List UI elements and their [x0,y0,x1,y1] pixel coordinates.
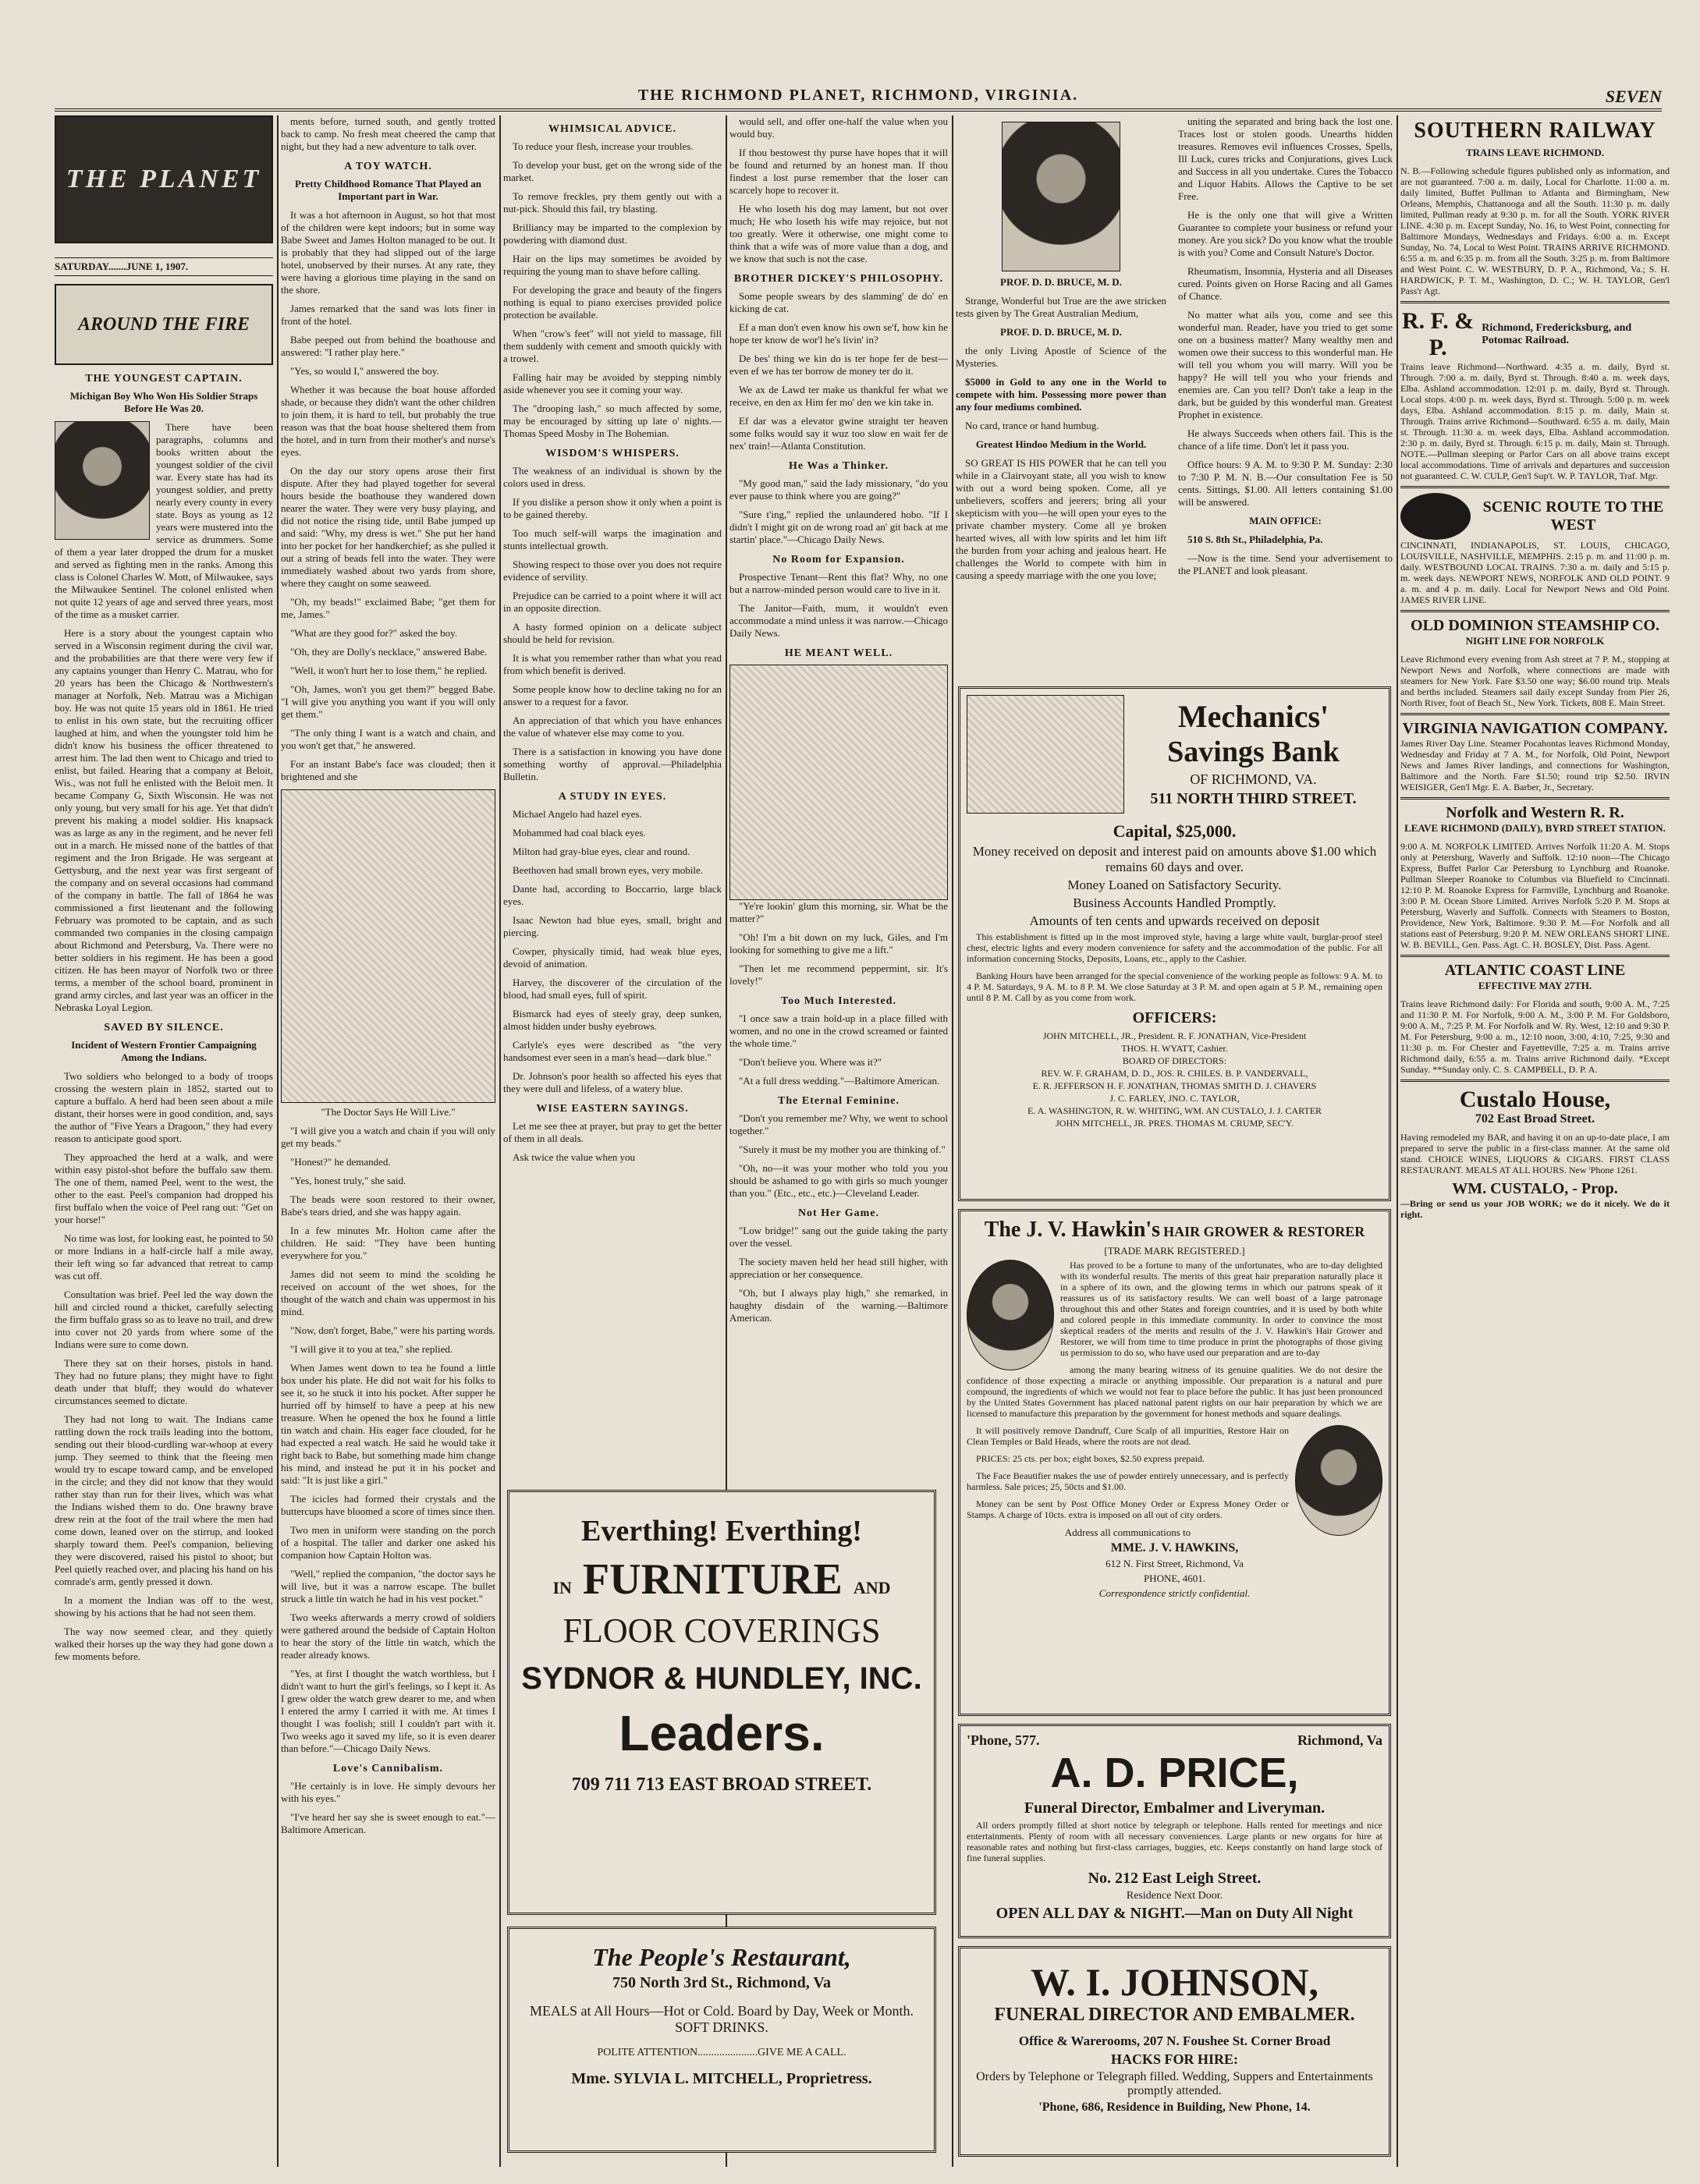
paragraph: In a few minutes Mr. Holton came after the children. He said: "They have been hunting everywhere for you." [281,1225,495,1261]
johnson-ad [958,1946,1391,2157]
c-and-o-logo [1400,493,1471,540]
rfp-schedule: Trains leave Richmond—Northward. 4:35 a. m. daily, Byrd st. Through. 7:00 a. m. daily, Byrd st. Through. 8:40 a. m. week days, Elba. Ashland accommodation. 12:01 p. m. daily, Byrd st. Through. Local stops. 4:00 p. m. week days, Byrd st. Through. 5:00 p. m. week days, Elba. Ashland accommodation. 8:15 p. m. daily, Main st. Through. Trains arrive Richmond—Southward. 6:55 a. m. daily, Main st. Through. 11:30 a. m. week days, Elba. Ashland accommodation. 2:30 p. m. daily, Byrd st. Through. 6:15 p. m. daily, Main st. Through. NOTE.—Pullman sleeping or Parlor Cars on all above trains except local accommodations. Time of arrivals and departures and succession not guaranteed. C. W. CULP, Gen'l Sup't. W. P. TAYLOR, Traf. Mgr. [1400,361,1670,481]
hawkins-portrait-1 [967,1260,1054,1370]
bank-building-image [967,695,1124,814]
column-rule [277,115,279,2167]
column-3 [503,115,722,1484]
masthead [55,82,1662,112]
paragraph: 510 S. 8th St., Philadelphia, Pa. [1187,534,1323,545]
paragraph: In a moment the Indian was off to the west, showing by his actions that he had not seen them. [55,1594,273,1618]
paragraph: "I've heard her say she is sweet enough to eat."—Baltimore American. [281,1811,495,1835]
paragraph: Dante had, according to Boccarrio, large black eyes. [503,883,722,907]
paragraph: Office hours: 9 A. M. to 9:30 P. M. Sunday: 2:30 to 7:30 P. M. N. B.—Our consultation Fee is 50 cents. Sittings, $1.00. All letters containing $1.00 will be answered. [1178,459,1393,508]
paragraph: The beads were soon restored to their owner, Babe's tears dried, and she was happy again. [281,1193,495,1218]
paragraph: "Low bridge!" sang out the guide taking the party over the vessel. [729,1225,948,1249]
headline: The Eternal Feminine. [778,1095,900,1107]
paragraph: "Well," replied the companion, "the doctor says he will live, but it was a narrow escape. The bullet struck a little tin watch he had in his vest pocket." [281,1568,495,1604]
paragraph: Rheumatism, Insomnia, Hysteria and all Diseases cured. Points given on Horse Racing and all Games of Chance. [1178,265,1393,302]
paragraph: For an instant Babe's face was clouded; then it brightened and she [281,758,495,782]
paragraph: There they sat on their horses, pistols in hand. They had no future plans; they might have to fight death under that bluff; they would do whatever circumstances seemed to dictate. [55,1357,273,1406]
main-office-label: MAIN OFFICE: [1249,515,1322,526]
subheadline: Incident of Western Frontier Campaigning Among the Indians. [71,1039,257,1063]
paragraph: "I will give you a watch and chain if you will only get my beads." [281,1125,495,1149]
paragraph: Showing respect to those over you does not require evidence of servility. [503,558,722,583]
bruce-ad [956,115,1393,677]
paragraph: Money can be sent by Post Office Money Order or Express Money Order or Stamps. A charge of 10cts. extra is imposed on all out of city orders. [967,1498,1289,1520]
paragraph: "I will give it to you at tea," she replied. [290,1343,453,1355]
officer-line: THOS. H. WYATT, Cashier. [1121,1043,1228,1054]
bruce-caption: PROF. D. D. BRUCE, M. D. [1000,276,1122,288]
masthead-title: THE RICHMOND PLANET, RICHMOND, VIRGINIA. [637,87,1079,104]
paragraph: Two weeks afterwards a merry crowd of soldiers were gathered around the bedside of Captain Holton to hear the story of the little tin watch, which the reader already knows. [281,1611,495,1661]
paragraph: among the many bearing witness of its genuine qualities. We do not desire the confidence of those expecting a miracle or anything impossible. Our preparation is a natural and pure compound, the ingredients of which we would not fear to place before the public. It has just been pronounced by the United States Government has placed national patent rights on our hair preparation by which we are licensed to manufacture this preparation by the government for honest methods and square dealings. [967,1364,1382,1419]
paragraph: The society maven held her head still higher, with appreciation or her consequence. [729,1256,948,1280]
paragraph: Has proved to be a fortune to many of the unfortunates, who are to-day delighted with its wonderful results. The merits of this great hair preparation naturally place it in a sphere of its own, and the glowing terms in which our patrons speak of it reassures us of its satisfactory results. We can well boast of a large patronage throughout this and other States and foreign countries, and it is used by both white and colored people in this immediate community. In order to convince the most skeptical readers of the merits and results of the J. V. Hawkin's Hair Grower and Restorer, we will from time to time produce in print the photographs of those giving us permission to do so, who have used our preparation and are to-day [1060,1260,1382,1358]
hawkins-address: 612 N. First Street, Richmond, Va [1106,1558,1244,1569]
paragraph: "He certainly is in love. He simply devours her with his eyes." [281,1780,495,1804]
rfp-subtitle: Richmond, Fredericksburg, and Potomac Railroad. [1482,322,1632,346]
furniture-everything: Everthing! Everthing! [581,1515,862,1548]
price-city: Richmond, Va [1297,1732,1382,1748]
paragraph: He always Succeeds when others fail. This is the chance of a life time. Don't let it pass you. [1178,427,1393,452]
paragraph: Two soldiers who belonged to a body of troops crossing the western plain in 1852, started out to capture a buffalo. A herd had been seen about a mile distant, their horses were in good condition, and, says the author of "Five Years a Dragoon," they had every reason to anticipate good sport. [55,1070,273,1144]
headline: Love's Cannibalism. [332,1763,444,1774]
paragraph: Strange, Wonderful but True are the awe stricken tests given by The Great Australian Medium, [956,295,1166,319]
price-open: OPEN ALL DAY & NIGHT.—Man on Duty All Night [996,1905,1354,1922]
paragraph: Some people know how to decline taking no for an answer to a request for a favor. [503,683,722,707]
paragraph: For developing the grace and beauty of the fingers nothing is equal to piano exercises provided police protection be available. [503,284,722,321]
paragraph: James remarked that the sand was lots finer in front of the hotel. [281,303,495,327]
subheadline: Michigan Boy Who Won His Soldier Straps Before He Was 20. [69,390,258,414]
paragraph: The Face Beautifier makes the use of powder entirely unnecessary, and is perfectly harmless. Sale prices; 25, 50cts and $1.00. [967,1470,1289,1492]
restaurant-address: 750 North 3rd St., Richmond, Va [612,1974,832,1991]
hawkins-phone: PHONE, 4601. [1143,1572,1206,1584]
paragraph: "Honest?" he demanded. [290,1156,391,1168]
paragraph: Beethoven had small brown eyes, very mobile. [513,864,704,876]
bank-line: Money Loaned on Satisfactory Security. [1067,878,1282,892]
paragraph: No time was lost, for looking east, he pointed to 50 or more Indians in a half-circle half a mile away, their left wing so far advanced that retreat to camp was cut off. [55,1232,273,1282]
around-the-fire-banner: AROUND THE FIRE [55,284,273,365]
johnson-orders: Orders by Telephone or Telegraph filled. Wedding, Suppers and Entertainments promptly attended. [976,2070,1373,2097]
paragraph: Ask twice the value when you [513,1151,636,1163]
paragraph: We ax de Lawd ter make us thankful fer what we receive, en den ax Him fer mo' den we kin take in. [729,384,948,408]
headline: A TOY WATCH. [344,161,432,172]
paragraph: The way now seemed clear, and they quietly walked their horses up the way they had gone down a few moments before. [55,1626,273,1662]
furniture-and: AND [853,1578,891,1597]
paragraph: "Well, it won't hurt her to lose them," he replied. [290,665,488,676]
bank-ad [958,686,1391,1201]
johnson-hacks: HACKS FOR HIRE: [1110,2051,1238,2067]
c-and-o-title: SCENIC ROUTE TO THE WEST [1482,498,1664,534]
hawkins-confidential: Correspondence strictly confidential. [1098,1587,1251,1599]
paragraph: De bes' thing we kin do is ter hope fer de best—even ef we has ter borrow de money ter do it. [729,353,948,377]
southern-railway-title: SOUTHERN RAILWAY [1414,119,1656,143]
he-meant-well-illustration [729,665,948,900]
furniture-ad [507,1490,936,1915]
bank-of: OF RICHMOND, VA. [1190,771,1317,787]
paragraph: He is the only one that will give a Written Guarantee to complete your business or refund your money. Are you sick? Do you know what the trouble is with you? Come and Consult Nature's Doctor. [1178,209,1393,258]
paragraph: If thou bestowest thy purse have hopes that it will be found and returned by an honest man. If thou findest a lost purse remember that the loser can scarcely hope to recover it. [729,147,948,196]
paragraph: "Yes, at first I thought the watch worthless, but I didn't want to hurt the girl's feelings, so I kept it. As I grew older the watch grew dearer to me, and when I entered the army I carried it with me. At times I thought I was foolish; still I couldn't part with it. Two weeks ago it saved my life, so it is even dearer than before."—Chicago Daily News. [281,1668,495,1754]
paragraph: When "crow's feet" will not yield to massage, fill them suddenly with cement and smooth quickly with a trowel. [503,328,722,364]
paragraph: It will positively remove Dandruff, Cure Scalp of all impurities, Restore Hair on Clean Temples or Bald Heads, where the roots are not dead. [967,1425,1289,1447]
furniture-word: FURNITURE [582,1555,843,1604]
price-residence: Residence Next Door. [1126,1890,1223,1902]
paragraph: The "drooping lash," so much affected by some, may be encouraged by sitting up late o' nights.—Thomas Speed Mosby in The Bohemian. [503,402,722,439]
paragraph: Dr. Johnson's poor health so affected his eyes that they were dull and lifeless, of a watery blue. [503,1070,722,1094]
headline: Too Much Interested. [781,995,896,1007]
johnson-phone: 'Phone, 686, Residence in Building, New Phone, 14. [1038,2101,1311,2114]
restaurant-name: The People's Restaurant, [592,1943,851,1971]
paragraph: The icicles had formed their crystals and the buttercups have bloomed a score of times since then. [281,1493,495,1517]
paragraph: Mohammed had coal black eyes. [513,827,646,838]
hawkins-address-intro: Address all communications to [1064,1526,1191,1538]
headline: WISE EASTERN SAYINGS. [536,1103,689,1115]
paragraph: $5000 in Gold to any one in the World to compete with him. Possessing more power than any four mediums combined. [956,376,1166,413]
column-4 [729,115,948,1484]
paragraph: "Yes, honest truly," she said. [290,1175,406,1186]
officer-line: E. R. JEFFERSON H. F. JONATHAN, THOMAS SMITH D. J. CHAVERS [1032,1080,1317,1091]
paragraph: No card, trance or hand humbug. [965,420,1099,431]
bank-address: 511 NORTH THIRD STREET. [1150,790,1357,807]
paragraph: James did not seem to mind the scolding he received on account of the wet shoes, for the thought of the watch and chain was uppermost in his mind. [281,1268,495,1317]
bank-title-2: Savings Bank [1167,736,1340,768]
officer-line: BOARD OF DIRECTORS: [1122,1055,1227,1066]
paragraph: No matter what ails you, come and see this wonderful man. Reader, have you tried to get some one on a business matter? Many wealthy men and women owe their success to this wonderful man. He will tell you whom you will marry. Will you be happy? He will tell you who your friends and enemies are. Can you tell? Don't take a leap in the dark, but be guided by this wonderful man. Greatest Prophet in existence. [1178,309,1393,420]
paragraph: The Janitor—Faith, mum, it wouldn't even accommodate a mind unless it was narrow.—Chicago Daily News. [729,602,948,639]
paragraph: It was a hot afternoon in August, so hot that most of the children were kept indoors; but in some way Babe Sweet and James Holton managed to be out. It is probably that they had slipped out of the large hotel, unobserved by their nurses. At any rate, they were having a glorious time playing in the sand on the shore. [281,209,495,296]
headline: Not Her Game. [797,1207,880,1219]
paragraph: This establishment is fitted up in the most improved style, having a large white vault, burglar-proof steel chest, electric lights and every modern convenience for safety and the accommodation of the public. For all information concerning Stocks, Deposits, Loans, etc., apply to the Cashier. [967,931,1382,964]
officer-line: E. A. WASHINGTON, R. W. WHITING, WM. AN CUSTALO, J. J. CARTER [1027,1105,1322,1116]
officer-line: JOHN MITCHELL, JR., President. R. F. JONATHAN, Vice-President [1042,1030,1307,1041]
portrait-image [55,421,150,540]
bank-line: Business Accounts Handled Promptly. [1073,895,1276,910]
norfolk-western-subtitle: LEAVE RICHMOND (DAILY), BYRD STREET STATION. [1404,822,1666,834]
rfp-title: R. F. & P. [1402,308,1475,360]
paragraph: It is what you remember rather than what you read from which benefit is derived. [503,652,722,676]
paragraph: Banking Hours have been arranged for the special convenience of the working people as follows: 9 A. M. to 4 P. M. Saturdays, 9 A. M. to 8 P. M. We close Saturday at 3 P. M. and open again at 5 P. M., remaining open until 8 P. M. Call by as you come from work. [967,970,1382,1003]
atlantic-coast-title: ATLANTIC COAST LINE [1444,962,1626,979]
hawkins-name: MME. J. V. HAWKINS, [1110,1541,1239,1555]
column-rule [952,115,953,2167]
paragraph: Consultation was brief. Peel led the way down the hill and circled round a thicket, carefully selecting the firm buffalo grass so as to leave no trail, and drew into cover not 20 yards from where some of the Indians were sure to come down. [55,1289,273,1350]
paragraph: "Oh, but I always play high," she remarked, in haughty disdain of the warning.—Baltimore American. [729,1287,948,1324]
paragraph: Hair on the lips may sometimes be avoided by requiring the young man to shave before calling. [503,253,722,277]
hawkins-subtitle: HAIR GROWER & RESTORER [1163,1224,1365,1239]
paragraph: "Ye're lookin' glum this morning, sir. What be the matter?" [729,900,948,924]
officer-line: JOHN MITCHELL, JR. PRES. THOMAS M. CRUMP, SEC'Y. [1056,1118,1294,1129]
paragraph: "At a full dress wedding."—Baltimore American. [739,1075,940,1087]
atlantic-coast-schedule: Trains leave Richmond daily: For Florida and south, 9:00 A. M., 7:25 and 11:30 P. M. For Norfolk, 9:00 A. M., 3:00 P. M. For Goldsboro, 9:00 A. M., 7:25 P. M. For Norfolk and W. Ry. West, 12:10 and 9:30 P. M. For Petersburg, 9:00 a. m., 12:10 noon, 3:00, 4:10, 7:25, 9:30 and 11:30 p. m. For Chester and Fayetteville, 7:25 a. m. Trains arrive Richmond daily, 6:55 a. m. Trains arrive Richmond daily. *Except Sunday. **Sunday only. C. S. CAMPBELL, D. P. A. [1400,998,1670,1075]
paragraph: To reduce your flesh, increase your troubles. [513,140,694,152]
paragraph: Some people swears by des slamming' de do' en kicking de cat. [729,290,948,314]
c-and-o-schedule: CINCINNATI, INDIANAPOLIS, ST. LOUIS, CHICAGO, LOUISVILLE, NASHVILLE, MEMPHIS. 2:15 p. m. and 11:00 p. m. daily. WESTBOUND LOCAL TRAINS. 7:30 a. m. daily and 5:15 p. m. week days. NEWPORT NEWS, NORFOLK AND OLD POINT. 9 a. m. and 4 p. m. daily. Local for Newport News and Old Point. JAMES RIVER LINE. [1400,540,1670,605]
floor-coverings: FLOOR COVERINGS [563,1611,881,1650]
old-dominion-subtitle: NIGHT LINE FOR NORFOLK [1465,635,1605,647]
hawkins-portrait-2 [1295,1425,1382,1536]
paragraph: Babe peeped out from behind the boathouse and answered: "I rather play here." [281,334,495,358]
officer-line: J. C. FARLEY, JNO. C. TAYLOR, [1109,1093,1240,1104]
paragraph: ments before, turned south, and gently trotted back to camp. No fresh meat cheered the camp that night, but they had a new adventure to talk over. [281,115,495,152]
paragraph: "What are they good for?" asked the boy. [290,627,458,639]
column-7-railways [1400,115,1670,2167]
paragraph: "Yes, so would I," answered the boy. [290,365,439,377]
paragraph: "Then let me recommend peppermint, sir. It's lovely!" [729,963,948,987]
bruce-hindoo: Greatest Hindoo Medium in the World. [975,438,1147,450]
hawkins-title: The J. V. Hawkin's [984,1218,1161,1242]
headline: SAVED BY SILENCE. [104,1022,224,1034]
headline: A STUDY IN EYES. [558,791,667,803]
paragraph: —Now is the time. Send your advertisement to the PLANET and look pleasant. [1178,552,1393,576]
two-soldiers-illustration [281,789,495,1103]
paragraph: Brilliancy may be imparted to the complexion by powdering with diamond dust. [503,222,722,246]
paragraph: Prejudice can be carried to a point where it will act in an opposite direction. [503,590,722,614]
headline: BROTHER DICKEY'S PHILOSOPHY. [733,273,944,285]
paragraph: Whether it was because the boat house afforded shade, or because they didn't want the other children to join them, it is hard to tell, but probably the true reason was that the boat house sheltered them from the hotel, and in turn from their mother's and nurse's eyes. [281,384,495,458]
column-2 [281,115,495,2167]
paragraph: "Sure t'ing," replied the unlaundered hobo. "If I didn't I might git on de wrong road an' git back at me startin' place."—Chicago Daily News. [729,509,948,545]
paragraph: Bismarck had eyes of steely gray, deep sunken, almost hidden under bushy eyebrows. [503,1008,722,1032]
paragraph: Here is a story about the youngest captain who served in a Wisconsin regiment during the civil war, and the probabilities are that there were very few if any captains younger than Henry C. Matrau, who for 20 years has been the Chicago & Northwestern's manager at Norfolk, Neb. Matrau was a Michigan boy. He was not quite 15 years old in 1861. He tried to enlist in his own state, but the recruiting officer laughed at him, and when the youngster told him he didn't know his business the officer threatened to arrest him. The lad then went to Chicago and tried to enlist, but failed. Hearing that a company at Beloit, Wis., was not full he enlisted with the Beloit men. It became Company G, Sixth Wisconsin. He was not only young, but very small for his age. Yet that didn't prevent his making a model soldier. His knapsack was as large as any in the regiment, and he never fell out in a march. He missed none of the battles of that regiment and the Iron Brigade. He was sergeant at Gettysburg, and the next year was first sergeant of the company and on several occasions had command of the company in battle. The fall of 1864 he was commissioned a first lieutenant and the following February was promoted to be captain, and as such commanded two companies in the closing campaign about Richmond and Petersburg, Va. There were no better soldiers in his regiment. He has been a good citizen. He has been mayor of Norfolk two or three terms, a member of the school board, prominent in grand army circles, and last year was an officer in the Nebraska Loyal Legion. [55,627,273,1013]
headline: THE YOUNGEST CAPTAIN. [85,373,243,385]
old-dominion-title: OLD DOMINION STEAMSHIP CO. [1411,617,1659,634]
custalo-address: 702 East Broad Street. [1475,1112,1595,1126]
hawkins-ad [958,1209,1391,1716]
page-number: SEVEN [1605,87,1662,106]
paragraph: To remove freckles, pry them gently out with a nut-pick. Should this fail, try blasting. [503,190,722,214]
paragraph: All orders promptly filled at short notice by telegraph or telephone. Halls rented for meetings and nice entertainments. Plenty of room with all necessary conveniences. Large plants or new organs for hire at reasonable rates and nothing but first-class carriages, buggies, etc. Keeps constantly on hand large stock of fine funeral supplies. [967,1820,1382,1863]
bruce-name: PROF. D. D. BRUCE, M. D. [1000,326,1122,338]
price-phone: 'Phone, 577. [967,1732,1040,1748]
johnson-office: Office & Warerooms, 207 N. Foushee St. Corner Broad [1018,2033,1331,2048]
restaurant-proprietress: Mme. SYLVIA L. MITCHELL, Proprietress. [571,2070,872,2087]
paragraph: The weakness of an individual is shown by the colors used in dress. [503,465,722,489]
custalo-title: Custalo House, [1459,1087,1611,1112]
old-dominion-schedule: Leave Richmond every evening from Ash street at 7 P. M., stopping at Newport News and Norfolk, where connections are made with steamers for New York. Fare $3.50 one way; $6.00 round trip. Meals and berths included. Steamers sail daily except Sunday from Pier 26, North River, foot of Beach St., New York. Tickets, 808 E. Main Street. [1400,654,1670,708]
planet-logo: THE PLANET [55,115,273,243]
paragraph: Too much self-will warps the imagination and stunts intellectual growth. [503,527,722,551]
paragraph: PRICES: 25 cts. per box; eight boxes, $2.50 express prepaid. [976,1453,1205,1464]
column-rule [499,115,501,2167]
restaurant-attention: POLITE ATTENTION......................GIVE ME A CALL. [597,2047,846,2058]
paragraph: When James went down to tea he found a little box under his plate. He did not wait for his folks to see it, so he stuck it into his pocket. After supper he hurried off by himself to have a peep at his new treasure. When he opened the box he found a little tin watch and chain. His eager face clouded, for he had expected a real watch. He said he would take it right back to Babe, but something made him change his mind, and instead he put it in his pocket and said: "It is just like a girl." [281,1362,495,1486]
paragraph: "Oh, no—it was your mother who told you you should be ashamed to go with girls so much younger than you." (Etc., etc., etc.)—Cleveland Leader. [729,1162,948,1199]
paragraph: uniting the separated and bring back the lost one. Traces lost or stolen goods. Unearths hidden treasures. Removes evil influences Crosses, Spells, Ill Luck, cures tricks and Conjurations, gives Luck and Success in all you undertake. Cures the Tobacco and Liquor Habits. Allows the Captive to be set Free. [1178,115,1393,202]
paragraph: To develop your bust, get on the wrong side of the market. [503,159,722,183]
headline: He Was a Thinker. [788,460,889,472]
headline: WHIMSICAL ADVICE. [548,123,677,135]
paragraph: He who loseth his dog may lament, but not over much; He who loseth his wife may rejoice, but not too greatly. Were it otherwise, one might come to think that a wife was of more value than a dog, and we know that such is not the case. [729,203,948,264]
column-1 [55,115,273,2167]
paragraph: "Oh, my beads!" exclaimed Babe; "get them for me, James." [281,596,495,620]
paragraph: If you dislike a person show it only when a point is to be gained thereby. [503,496,722,520]
paragraph: Milton had gray-blue eyes, clear and round. [513,846,690,857]
paragraph: "The only thing I want is a watch and chain, and you won't get that," he answered. [281,727,495,751]
restaurant-meals: MEALS at All Hours—Hot or Cold. Board by Day, Week or Month. SOFT DRINKS. [529,2003,914,2035]
paragraph: "Oh, James, won't you get them?" begged Babe. "I will give you anything you want if you will only get them." [281,683,495,720]
southern-railway-subtitle: TRAINS LEAVE RICHMOND. [1465,147,1605,158]
paragraph: "Oh! I'm a bit down on my luck, Giles, and I'm looking for something to give me a lift." [729,931,948,956]
furniture-address: 709 711 713 EAST BROAD STREET. [571,1774,872,1795]
paragraph: Let me see thee at prayer, but pray to get the better of them in all deals. [503,1120,722,1144]
paragraph: Harvey, the discoverer of the circulation of the blood, had small eyes, full of spirit. [503,977,722,1001]
paragraph: "Surely it must be my mother you are thinking of." [739,1143,946,1155]
officer-line: REV. W. F. GRAHAM, D. D., JOS. R. CHILES. B. P. VANDERVALL, [1041,1068,1308,1079]
virginia-navigation-schedule: James River Day Line. Steamer Pocahontas leaves Richmond Monday, Wednesday and Friday at 7 A. M., for Norfolk, Old Point, Newport News and James River landings, and connections for Washington, Baltimore and the North. Fare $1.50; round trip $2.50. IRVIN WEISIGER, Gen'l Mgr. E. A. Barber, Jr., Secretary. [1400,738,1670,792]
restaurant-ad [507,1927,936,2153]
virginia-navigation-title: VIRGINIA NAVIGATION COMPANY. [1402,720,1668,737]
paragraph: Ef dar was a elevator gwine straight ter heaven some folks would say it wuz too slow en wait fer de nex' train!—Atlanta Constitution. [729,415,948,452]
paragraph: An appreciation of that which you have enhances the value of whatever else may come to you. [503,714,722,739]
paragraph: They had not long to wait. The Indians came rattling down the rock trails leading into the bottom, sending out their blood-curdling war-whoop at every jump. They seemed to think that the fleeing men would try to escape toward camp, and be enveloped in the circle; and they did not know that they would rather stay than run for their lives, which was what the Indians wished them to do. One brawny brave drew rein at the foot of the trail where the men had come down, leaned over on the stirrup, and looked sharply toward them. Peel's companion, believing they were discovered, raised his pistol to shoot; but Peel quietly reached over, and placing his hand on his comrade's arm, gently pressed it down. [55,1413,273,1587]
paragraph: "I once saw a train hold-up in a place filled with women, and no one in the crowd screamed or fainted the whole time." [729,1012,948,1049]
sydnor-hundley: SYDNOR & HUNDLEY, INC. [521,1661,922,1696]
norfolk-western-schedule: 9:00 A. M. NORFOLK LIMITED. Arrives Norfolk 11:20 A. M. Stops only at Petersburg, Waverly and Suffolk. 12:10 noon—The Chicago Express, Buffet Parlor Car Petersburg to Lynchburg and Roanoke. Pullman Sleeper Roanoke to Columbus via Bluefield to Cincinnati. 12:10 P. M. Roanoke Express for Farmville, Lynchburg and Roanoke. 3:00 P. M. Ocean Shore Limited. Arrives Norfolk 5:20 P. M. Stops at Petersburg, Waverly and Suffolk. Connects with Steamers to Boston, Providence, New York, Baltimore. 9:30 P. M.—For Norfolk and all stations east of Petersburg. 9:20 P. M. NEW ORLEANS SHORT LINE. W. B. BEVILL, Gen. Pass. Agt. C. H. BOSLEY, Dist. Pass. Agent. [1400,841,1670,950]
bank-capital: Capital, $25,000. [1113,821,1237,841]
headline: WISDOM'S WHISPERS. [545,448,680,459]
paragraph: "My good man," said the lady missionary, "do you ever pause to think where you are going?" [729,477,948,502]
paragraph: A hasty formed opinion on a delicate subject should be held for revision. [503,621,722,645]
paragraph: Ef a man don't even know his own se'f, how kin he hope ter know de wor'l he's livin' in? [729,321,948,346]
paragraph: They approached the herd at a walk, and were within easy pistol-shot before the buffalo saw them. The one of them, named Peel, went to the west, the other to the east. Peel's companion had dropped his first buffalo when the voice of Peel rang out: "Get on your horse!" [55,1151,273,1225]
dateline: SATURDAY.......JUNE 1, 1907. [55,257,273,276]
paragraph: There is a satisfaction in knowing you have done something worthy of approval.—Philadelphia Bulletin. [503,746,722,782]
paragraph: On the day our story opens arose their first dispute. After they had played together for several hours beside the boathouse they wandered down nearer the water. They were very busy playing, and did not notice the rising tide, until Babe jumped up and said: "Why, my dress is wet." She put her hand into her pocket for her handkerchief; as she pulled it out a string of beads fell into the water. They were immediately washed about two yards from shore, where they caught on some seaweed. [281,465,495,589]
leaders: Leaders. [619,1705,825,1761]
custalo-proprietor: WM. CUSTALO, - Prop. [1452,1180,1618,1197]
job-work-note: —Bring or send us your JOB WORK; we do it nicely. We do it right. [1400,1198,1670,1220]
price-name: A. D. PRICE, [1050,1750,1299,1796]
paragraph: Prospective Tenant—Rent this flat? Why, no one but a narrow-minded person would care to live in it. [729,571,948,595]
column-rule [1397,115,1398,2167]
paragraph: Isaac Newton had blue eyes, small, bright and piercing. [503,914,722,938]
paragraph: Cowper, physically timid, had weak blue eyes, devoid of animation. [503,945,722,970]
bruce-portrait [1002,122,1120,271]
trade-mark: [TRADE MARK REGISTERED.] [1104,1245,1245,1257]
southern-railway-schedule: N. B.—Following schedule figures published only as information, and are not guaranteed. 7:00 a. m. daily, Local for Charlotte. 11:00 a. m. daily limited, Buffet Pullman to Atlanta and Birmingham, New Orleans, Memphis, Chattanooga and all the South. 11:30 p. m. daily limited, Pullman ready at 9:30 p. m. for all the South. YORK RIVER LINE. 4:30 p. m. Except Sunday, No. 16, to West Point, connecting for Baltimore Mondays, Wednesdays and Fridays. 6:00 a. m. Except Sunday, No. 74, Local to West Point. TRAINS ARRIVE RICHMOND. 6:55 a. m. and 6:35 p. m. from all the South. 3:25 p. m. from Baltimore and West Point. C. W. WESTBURY, D. P. A., Richmond, Va.; S. H. HARDWICK, P. T. M., Washington, D. C.; W. H. TAYLOR, Gen'l Pass'r Agt. [1400,165,1670,296]
price-address: No. 212 East Leigh Street. [1088,1870,1262,1887]
paragraph: Falling hair may be avoided by stepping nimbly aside whenever you see it coming your way. [503,371,722,395]
johnson-role: FUNERAL DIRECTOR AND EMBALMER. [994,2005,1355,2025]
paragraph: Michael Angelo had hazel eyes. [513,808,642,820]
paragraph: "Oh, they are Dolly's necklace," answered Babe. [290,646,488,658]
subheadline: Pretty Childhood Romance That Played an Important part in War. [295,178,481,202]
price-ad [958,1724,1391,1938]
bank-title-1: Mechanics' [1177,699,1329,734]
paragraph: "Don't you remember me? Why, we went to school together." [729,1112,948,1136]
headline: HE MEANT WELL. [784,647,893,659]
officers-label: OFFICERS: [1132,1009,1217,1026]
illustration-caption: "The Doctor Says He Will Live." [321,1106,456,1118]
paragraph: SO GREAT IS HIS POWER that he can tell you while in a Clairvoyant state, all you wish to know with out a word being spoken. Come, all ye unbelievers, scoffers and jeerers; bring all your skepticism with you—he will open your eyes to the private chamber mystery. Come all ye broken hearted wives, all with low spirits and let him lift the burden from your aching and jealous heart. He challenges the World to compete with him in causing a speedy marriage with the one you love; [956,457,1166,581]
paragraph: There have been paragraphs, columns and books written about the youngest soldier of the civil war. Every state has had its youngest soldier, and pretty nearly every county in every state. Boys as young as 12 years were mustered into the service as drummers. Some of them a year later dropped the drum for a musket and served as fighting men in the ranks. Among this class is Colonel Charles W. Mott, of Milwaukee, says the Milwaukee Sentinel. The colonel enlisted when not quite 12 years of age and served three years, most of the time as a musket carrier. [55,421,273,620]
paragraph: the only Living Apostle of Science of the Mysteries. [956,345,1166,369]
custalo-body: Having remodeled my BAR, and having it on an up-to-date place, I am prepared to serve the public in a first-class manner. At the same old stand. CHOICE WINES, LIQUORS & CIGARS. FIRST CLASS RESTAURANT. MEALS AT ALL HOURS. New 'Phone 1261. [1400,1132,1670,1175]
johnson-name: W. I. JOHNSON, [1030,1960,1319,2004]
paragraph: "Now, don't forget, Babe," were his parting words. [290,1324,495,1336]
paragraph: Two men in uniform were standing on the porch of a hospital. The taller and darker one asked his companion how Captain Holton was. [281,1524,495,1561]
norfolk-western-title: Norfolk and Western R. R. [1446,804,1624,821]
atlantic-coast-subtitle: EFFECTIVE MAY 27TH. [1478,980,1592,991]
paragraph: would sell, and offer one-half the value when you would buy. [729,115,948,140]
bank-line: Money received on deposit and interest paid on amounts above $1.00 which remains 60 days and over. [972,844,1377,874]
price-role: Funeral Director, Embalmer and Liveryman. [1024,1799,1326,1817]
furniture-in: IN [552,1578,572,1597]
paragraph: Carlyle's eyes were described as "the very handsomest ever seen in a man's head—dark blue." [503,1039,722,1063]
paragraph: "Don't believe you. Where was it?" [739,1056,882,1068]
bank-line: Amounts of ten cents and upwards received on deposit [1029,913,1320,928]
headline: No Room for Expansion. [772,554,905,566]
